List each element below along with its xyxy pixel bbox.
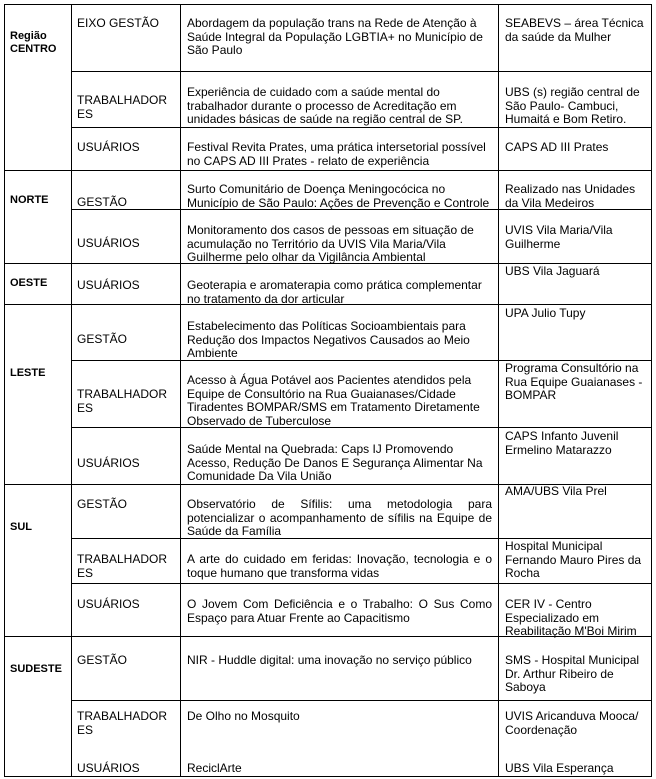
row-divider bbox=[71, 71, 652, 72]
local-cell: Programa Consultório na Rua Equipe Guaianases - BOMPAR bbox=[505, 361, 643, 402]
region-divider bbox=[4, 170, 652, 171]
local-cell: UBS (s) região central de São Paulo- Cambuci, Humaitá e Bom Retiro. bbox=[505, 85, 640, 126]
title-cell: Saúde Mental na Quebrada: Caps IJ Promovendo Acesso, Redução De Danos E Segurança Alimentar Na Comunidade Da Vila União bbox=[187, 442, 483, 483]
region-label: Região CENTRO bbox=[10, 30, 57, 55]
local-cell: CER IV - Centro Especializado em Reabilitação M'Boi Mirim bbox=[505, 597, 637, 638]
eixo-cell: TRABALHADORES bbox=[77, 709, 168, 737]
title-cell: A arte do cuidado em feridas: Inovação, tecnologia e o toque humano que transforma vidas bbox=[187, 552, 492, 580]
eixo-cell: USUÁRIOS bbox=[77, 761, 140, 775]
eixo-cell: GESTÃO bbox=[77, 332, 128, 346]
region-label: NORTE bbox=[10, 194, 49, 206]
eixo-cell: USUÁRIOS bbox=[77, 597, 140, 611]
row-divider bbox=[71, 127, 652, 128]
title-cell: Monitoramento dos casos de pessoas em situação de acumulação no Território da UVIS Vila Maria/Vila Guilherme pelo olhar da Vigilância Ambiental bbox=[187, 223, 474, 264]
eixo-cell: GESTÃO bbox=[77, 497, 128, 511]
table-border bbox=[4, 4, 5, 776]
region-label: SUL bbox=[10, 521, 32, 533]
title-cell: Acesso à Água Potável aos Pacientes atendidos pela Equipe de Consultório na Rua Guaianases/Cidade Tiradentes BOMPAR/SMS em Tratamento Diretamente Observado de Tuberculose bbox=[187, 373, 480, 428]
eixo-cell: USUÁRIOS bbox=[77, 456, 140, 470]
title-cell: Experiência de cuidado com a saúde mental do trabalhador durante o processo de Acreditação em unidades básicas de saúde na região central de SP. bbox=[187, 85, 463, 126]
row-divider bbox=[71, 700, 652, 701]
local-cell: UBS Vila Esperança bbox=[505, 761, 614, 775]
eixo-cell: GESTÃO bbox=[77, 653, 128, 667]
table-border bbox=[4, 776, 652, 777]
local-cell: UPA Julio Tupy bbox=[505, 306, 586, 320]
title-cell: ReciclArte bbox=[187, 761, 242, 775]
table-border bbox=[4, 4, 652, 5]
local-cell: SMS - Hospital Municipal Dr. Arthur Ribeiro de Saboya bbox=[505, 653, 640, 694]
title-cell: Festival Revita Prates, uma prática intersetorial possível no CAPS AD III Prates - relato de experiência bbox=[187, 140, 486, 168]
column-divider bbox=[180, 4, 181, 776]
local-cell: Hospital Municipal Fernando Mauro Pires da Rocha bbox=[505, 539, 642, 580]
eixo-cell: TRABALHADORES bbox=[77, 387, 168, 415]
title-cell: O Jovem Com Deficiência e o Trabalho: O Sus Como Espaço para Atuar Frente ao Capacitismo bbox=[187, 597, 492, 625]
table-border bbox=[651, 4, 652, 776]
local-cell: UVIS Vila Maria/Vila Guilherme bbox=[505, 223, 613, 251]
region-label: SUDESTE bbox=[10, 663, 62, 675]
local-cell: UVIS Aricanduva Mooca/ Coordenação bbox=[505, 709, 639, 737]
title-cell: Abordagem da população trans na Rede de Atenção à Saúde Integral da População LGBTIA+ no Município de São Paulo bbox=[187, 16, 483, 57]
eixo-cell: TRABALHADORES bbox=[77, 93, 168, 121]
title-cell: Observatório de Sífilis: uma metodologia para potencializar o acompanhamento de sífilis na Equipe de Saúde da Família bbox=[187, 497, 492, 538]
eixo-cell: EIXO GESTÃO bbox=[77, 16, 160, 30]
local-cell: CAPS AD III Prates bbox=[505, 140, 609, 154]
eixo-cell: USUÁRIOS bbox=[77, 278, 140, 292]
row-divider bbox=[71, 583, 652, 584]
local-cell: Realizado nas Unidades da Vila Medeiros bbox=[505, 182, 636, 210]
title-cell: De Olho no Mosquito bbox=[187, 709, 300, 723]
local-cell: CAPS Infanto Juvenil Ermelino Matarazzo bbox=[505, 429, 619, 457]
title-cell: Estabelecimento das Políticas Socioambientais para Redução dos Impactos Negativos Causados ao Meio Ambiente bbox=[187, 319, 470, 360]
eixo-cell: TRABALHADORES bbox=[77, 552, 168, 580]
title-cell: Geoterapia e aromaterapia como prática complementar no tratamento da dor articular bbox=[187, 278, 482, 306]
title-cell: NIR - Huddle digital: uma inovação no serviço público bbox=[187, 653, 472, 667]
column-divider bbox=[71, 4, 72, 776]
eixo-cell: USUÁRIOS bbox=[77, 140, 140, 154]
column-divider bbox=[498, 4, 499, 776]
region-label: OESTE bbox=[10, 277, 48, 289]
local-cell: AMA/UBS Vila Prel bbox=[505, 484, 607, 498]
local-cell: UBS Vila Jaguará bbox=[505, 264, 600, 278]
eixo-cell: GESTÃO bbox=[77, 195, 128, 209]
title-cell: Surto Comunitário de Doença Meningocócica no Município de São Paulo: Ações de Prevenção e Controle bbox=[187, 182, 490, 210]
local-cell: SEABEVS – área Técnica da saúde da Mulher bbox=[505, 16, 644, 44]
eixo-cell: USUÁRIOS bbox=[77, 236, 140, 250]
region-label: LESTE bbox=[10, 367, 46, 379]
